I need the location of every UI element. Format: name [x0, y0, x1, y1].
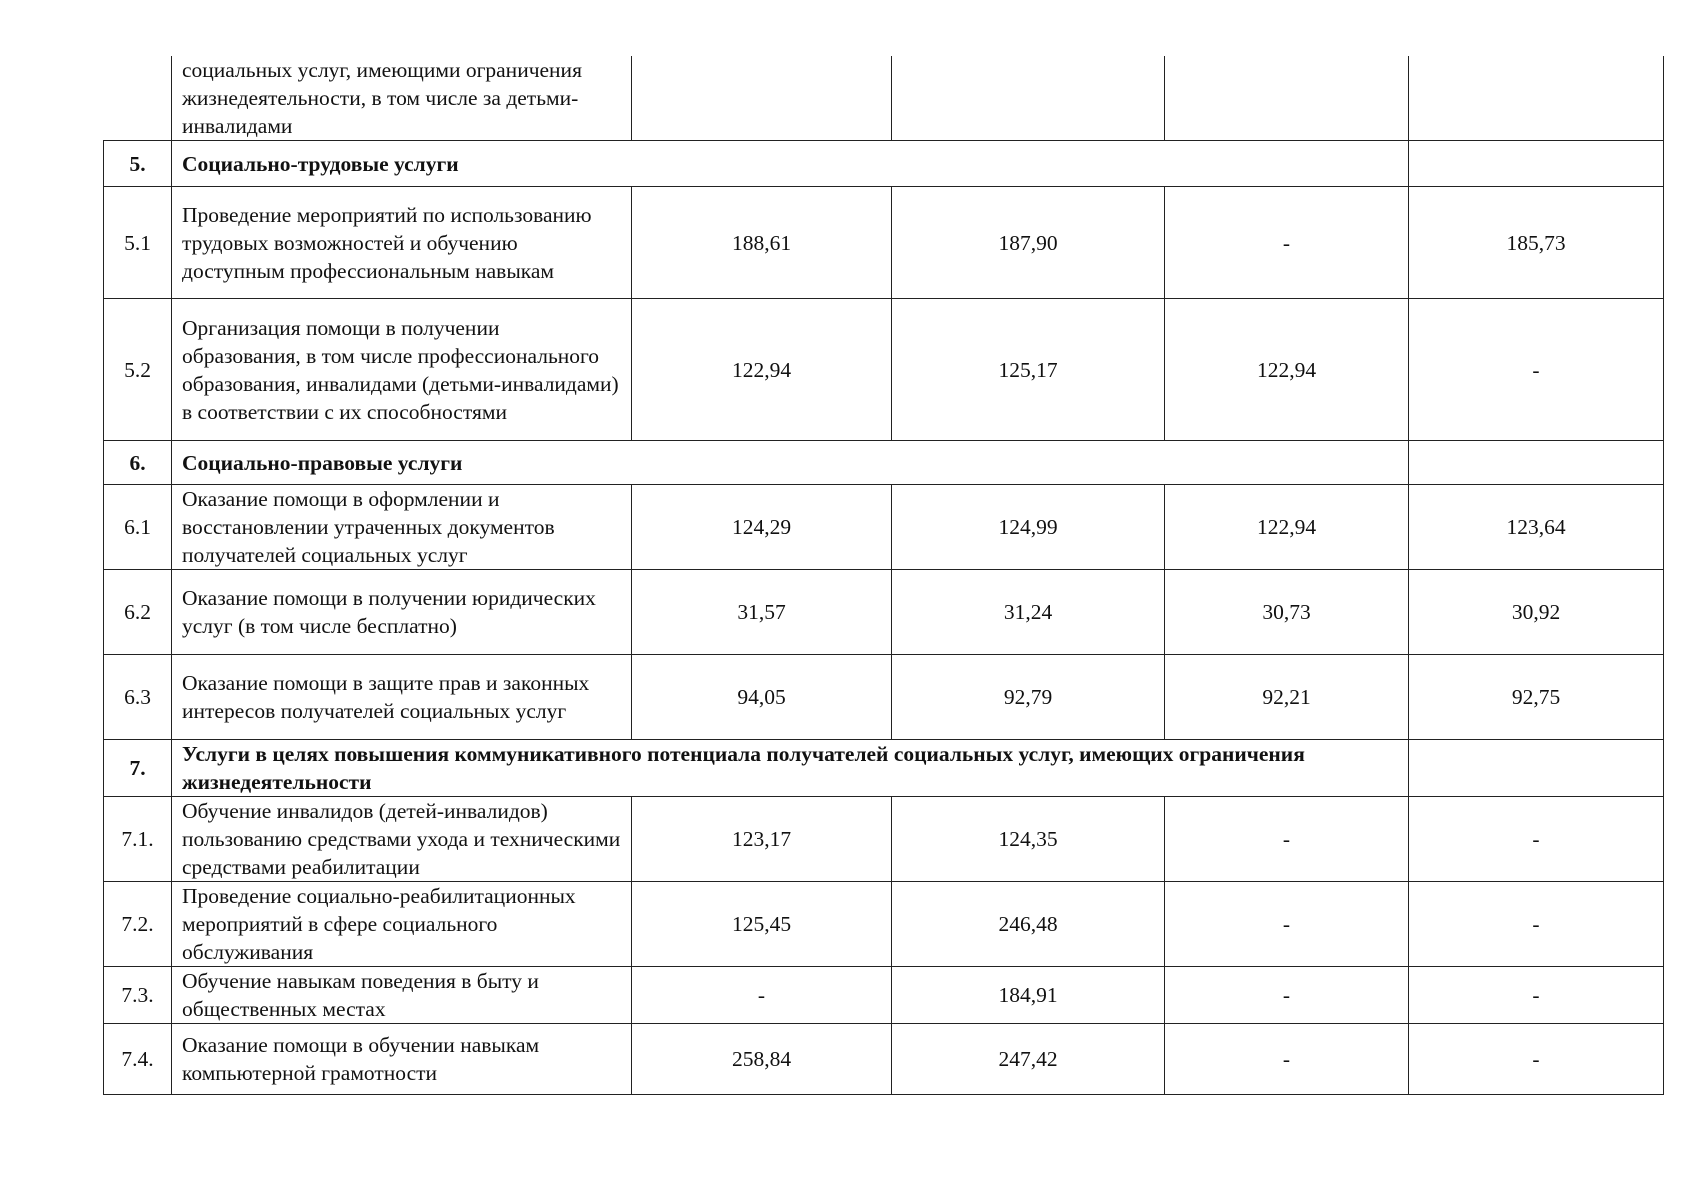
value-cell: - — [1165, 967, 1409, 1024]
row-number: 7.2. — [104, 882, 172, 967]
service-name: Проведение мероприятий по использованию трудовых возможностей и обучению доступным профессиональным навыкам — [172, 187, 632, 299]
value-cell — [1165, 56, 1409, 141]
value-cell: 92,75 — [1409, 655, 1664, 740]
section-header-row — [104, 740, 1664, 797]
value-cell: - — [632, 967, 892, 1024]
row-number: 6.1 — [104, 485, 172, 570]
value-cell: 30,73 — [1165, 570, 1409, 655]
service-name: Обучение навыкам поведения в быту и общественных местах — [172, 967, 632, 1024]
row-number: 7.1. — [104, 797, 172, 882]
table-row — [104, 187, 1664, 299]
value-cell: 184,91 — [892, 967, 1165, 1024]
value-cell: - — [1165, 797, 1409, 882]
section-title: Социально-правовые услуги — [172, 441, 632, 485]
value-cell: 92,79 — [892, 655, 1165, 740]
service-name: социальных услуг, имеющими ограничения жизнедеятельности, в том числе за детьми-инвалидами — [172, 56, 632, 141]
blank-cell — [1409, 441, 1664, 485]
blank-cell — [1409, 740, 1664, 797]
table-row — [104, 1024, 1664, 1095]
value-cell: 187,90 — [892, 187, 1165, 299]
table-row — [104, 299, 1664, 441]
blank-cell — [632, 141, 1409, 187]
value-cell: 31,24 — [892, 570, 1165, 655]
value-cell: 31,57 — [632, 570, 892, 655]
value-cell: 122,94 — [1165, 299, 1409, 441]
section-header-row — [104, 141, 1664, 187]
value-cell: - — [1165, 882, 1409, 967]
service-name: Организация помощи в получении образования, в том числе профессионального образования, инвалидами (детьми-инвалидами) в соответствии с их способностями — [172, 299, 632, 441]
section-number: 5. — [104, 141, 172, 187]
value-cell: - — [1409, 1024, 1664, 1095]
value-cell: 30,92 — [1409, 570, 1664, 655]
value-cell: 124,99 — [892, 485, 1165, 570]
row-number: 6.3 — [104, 655, 172, 740]
value-cell: 92,21 — [1165, 655, 1409, 740]
value-cell: 123,64 — [1409, 485, 1664, 570]
table-row — [104, 485, 1664, 570]
value-cell: - — [1409, 882, 1664, 967]
value-cell: 185,73 — [1409, 187, 1664, 299]
table-row — [104, 882, 1664, 967]
row-number: 6.2 — [104, 570, 172, 655]
value-cell: - — [1165, 187, 1409, 299]
value-cell: 94,05 — [632, 655, 892, 740]
value-cell: 122,94 — [1165, 485, 1409, 570]
value-cell: 246,48 — [892, 882, 1165, 967]
blank-cell — [632, 441, 1409, 485]
section-number: 7. — [104, 740, 172, 797]
section-title: Услуги в целях повышения коммуникативного потенциала получателей социальных услуг, имеющих ограничения жизнедеятельности — [172, 740, 1409, 797]
value-cell: 124,35 — [892, 797, 1165, 882]
value-cell: 188,61 — [632, 187, 892, 299]
value-cell: 122,94 — [632, 299, 892, 441]
row-number: 5.1 — [104, 187, 172, 299]
section-header-row — [104, 441, 1664, 485]
row-number — [104, 56, 172, 141]
value-cell: 258,84 — [632, 1024, 892, 1095]
service-name: Проведение социально-реабилитационных мероприятий в сфере социального обслуживания — [172, 882, 632, 967]
value-cell: - — [1409, 299, 1664, 441]
table-row-continuation — [104, 56, 1664, 141]
value-cell — [1409, 56, 1664, 141]
section-number: 6. — [104, 441, 172, 485]
value-cell: - — [1409, 797, 1664, 882]
value-cell: 125,17 — [892, 299, 1165, 441]
tariff-table — [103, 56, 1664, 1095]
value-cell — [892, 56, 1165, 141]
section-title: Социально-трудовые услуги — [172, 141, 632, 187]
value-cell: - — [1165, 1024, 1409, 1095]
value-cell: 123,17 — [632, 797, 892, 882]
service-name: Оказание помощи в обучении навыкам компьютерной грамотности — [172, 1024, 632, 1095]
row-number: 7.4. — [104, 1024, 172, 1095]
value-cell: 124,29 — [632, 485, 892, 570]
table-row — [104, 655, 1664, 740]
value-cell: - — [1409, 967, 1664, 1024]
service-name: Оказание помощи в оформлении и восстановлении утраченных документов получателей социальных услуг — [172, 485, 632, 570]
table-row — [104, 797, 1664, 882]
service-name: Оказание помощи в защите прав и законных интересов получателей социальных услуг — [172, 655, 632, 740]
value-cell: 247,42 — [892, 1024, 1165, 1095]
value-cell — [632, 56, 892, 141]
row-number: 5.2 — [104, 299, 172, 441]
value-cell: 125,45 — [632, 882, 892, 967]
row-number: 7.3. — [104, 967, 172, 1024]
table-row — [104, 570, 1664, 655]
service-name: Оказание помощи в получении юридических услуг (в том числе бесплатно) — [172, 570, 632, 655]
service-name: Обучение инвалидов (детей-инвалидов) пользованию средствами ухода и техническими средствами реабилитации — [172, 797, 632, 882]
blank-cell — [1409, 141, 1664, 187]
table-row — [104, 967, 1664, 1024]
